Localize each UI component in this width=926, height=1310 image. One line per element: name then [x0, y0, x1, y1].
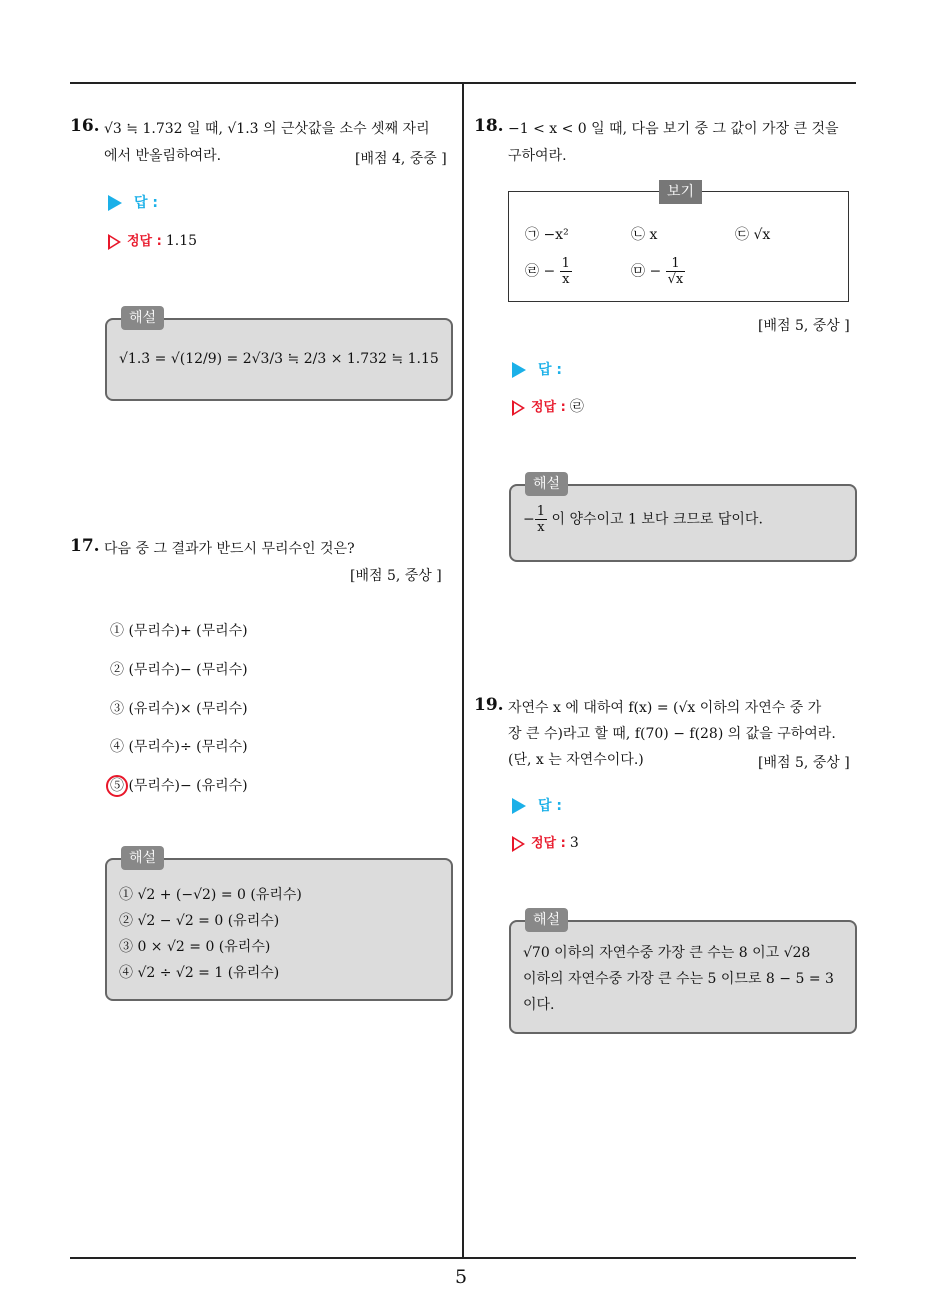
- q19-score-meta: [배점 5, 중상 ]: [758, 755, 850, 771]
- q17-option-2[interactable]: ② (무리수)− (무리수): [110, 662, 248, 678]
- answer-label: 답 :: [538, 362, 562, 378]
- q17-option-5[interactable]: ⑤ (무리수)− (유리수): [110, 778, 248, 794]
- q17-explanation-box: [105, 850, 453, 1001]
- bogi-item-5: [631, 256, 685, 287]
- bogi-item-2: ㉡ x: [631, 227, 658, 243]
- q19-number: 19.: [474, 695, 504, 715]
- q17-explanation-line-2: ② √2 − √2 = 0 (유리수): [119, 913, 280, 929]
- bogi-item-4: [525, 256, 572, 287]
- q16-correct-answer: [108, 230, 197, 250]
- q16-explanation-text: √1.3̇ = √(12/9) = 2√3/3 ≒ 2/3 × 1.732 ≒ 1.15: [119, 351, 439, 367]
- q16-text-line2: 에서 반올림하여라.: [104, 148, 222, 164]
- play-triangle-icon: [512, 798, 526, 814]
- page-number: 5: [455, 1266, 468, 1288]
- q17-score-meta: [배점 5, 중상 ]: [350, 568, 442, 584]
- q19-explanation-line-1: √70 이하의 자연수중 가장 큰 수는 8 이고 √28: [523, 945, 811, 961]
- correct-label: 정답 :: [531, 836, 566, 851]
- q19-text-line3: (단, x 는 자연수이다.): [508, 752, 644, 768]
- correct-label: 정답 :: [127, 234, 162, 249]
- q17-explanation-line-1: ① √2 + (−√2) = 0 (유리수): [119, 887, 302, 903]
- correct-label: 정답 :: [531, 400, 566, 415]
- outline-triangle-icon: [108, 234, 121, 250]
- q17-option-1[interactable]: ① (무리수)+ (무리수): [110, 623, 248, 639]
- explanation-tag: 해설: [121, 846, 164, 870]
- q18-correct-value: ㉣: [569, 399, 584, 415]
- play-triangle-icon: [512, 362, 526, 378]
- selected-answer-circle-icon: [106, 775, 128, 797]
- outline-triangle-icon: [512, 836, 525, 852]
- q19-explanation-line-2: 이하의 자연수중 가장 큰 수는 5 이므로 8 − 5 = 3: [523, 971, 834, 987]
- q18-explanation-box: [509, 476, 857, 562]
- q19-text-line1: 자연수 x 에 대하여 f(x) = (√x 이하의 자연수 중 가: [508, 700, 822, 716]
- bogi-item-1: ㉠ −x²: [525, 227, 569, 243]
- q16-number: 16.: [70, 116, 100, 136]
- q18-bogi-box: [508, 184, 849, 302]
- bottom-rule: [70, 1257, 856, 1259]
- q17-option-4[interactable]: ④ (무리수)÷ (무리수): [110, 739, 248, 755]
- explanation-tag: 해설: [525, 472, 568, 496]
- fraction-1-over-x: $\frac{1}{x}$: [561, 256, 570, 287]
- answer-label: 답 :: [538, 798, 562, 814]
- q17-text: 다음 중 그 결과가 반드시 무리수인 것은?: [104, 541, 355, 557]
- explanation-tag: 해설: [525, 908, 568, 932]
- column-divider: [462, 84, 464, 1258]
- bogi-tag: 보기: [659, 180, 702, 204]
- q19-explanation-line-3: 이다.: [523, 997, 555, 1013]
- q19-correct-value: 3: [569, 835, 579, 851]
- q16-explanation-box: [105, 310, 453, 401]
- q19-correct-answer: [512, 832, 579, 852]
- q18-text-line2: 구하여라.: [508, 148, 567, 164]
- bogi-item-4-label: ㉣ −: [525, 263, 556, 280]
- q16-score-meta: [배점 4, 중중 ]: [355, 151, 447, 167]
- explanation-tag: 해설: [121, 306, 164, 330]
- q16-correct-value: 1.15: [165, 233, 198, 249]
- play-triangle-icon: [108, 195, 122, 211]
- q16-answer-field[interactable]: [108, 192, 158, 212]
- q18-answer-field[interactable]: [512, 359, 562, 379]
- fraction-1-over-x: $\frac{1}{x}$: [536, 504, 546, 535]
- outline-triangle-icon: [512, 400, 525, 416]
- q18-score-meta: [배점 5, 중상 ]: [758, 318, 850, 334]
- q18-explanation-text: 이 양수이고 1 보다 크므로 답이다.: [551, 511, 763, 528]
- q17-explanation-line-4: ④ √2 ÷ √2 = 1 (유리수): [119, 965, 280, 981]
- q18-number: 18.: [474, 116, 504, 136]
- q19-answer-field[interactable]: [512, 795, 562, 815]
- bogi-item-5-label: ㉤ −: [631, 263, 662, 280]
- q19-text-line2: 장 큰 수)라고 할 때, f(70) − f(28) 의 값을 구하여라.: [508, 726, 836, 742]
- fraction-1-over-sqrt-x: $\frac{1}{√x}$: [667, 256, 684, 287]
- bogi-item-3: ㉢ √x: [735, 227, 771, 243]
- q17-explanation-line-3: ③ 0 × √2 = 0 (유리수): [119, 939, 271, 955]
- q17-option-3[interactable]: ③ (유리수)× (무리수): [110, 701, 248, 717]
- answer-label: 답 :: [134, 195, 158, 211]
- q18-correct-answer: [512, 396, 584, 416]
- q18-text-line1: −1 < x < 0 일 때, 다음 보기 중 그 값이 가장 큰 것을: [508, 121, 839, 137]
- minus-sign: −: [523, 511, 535, 528]
- q16-text-line1: √3 ≒ 1.732 일 때, √1.3̇ 의 근삿값을 소수 셋째 자리: [104, 121, 430, 137]
- q18-explanation-content: [523, 504, 843, 535]
- q19-explanation-box: [509, 912, 857, 1034]
- q17-number: 17.: [70, 536, 100, 556]
